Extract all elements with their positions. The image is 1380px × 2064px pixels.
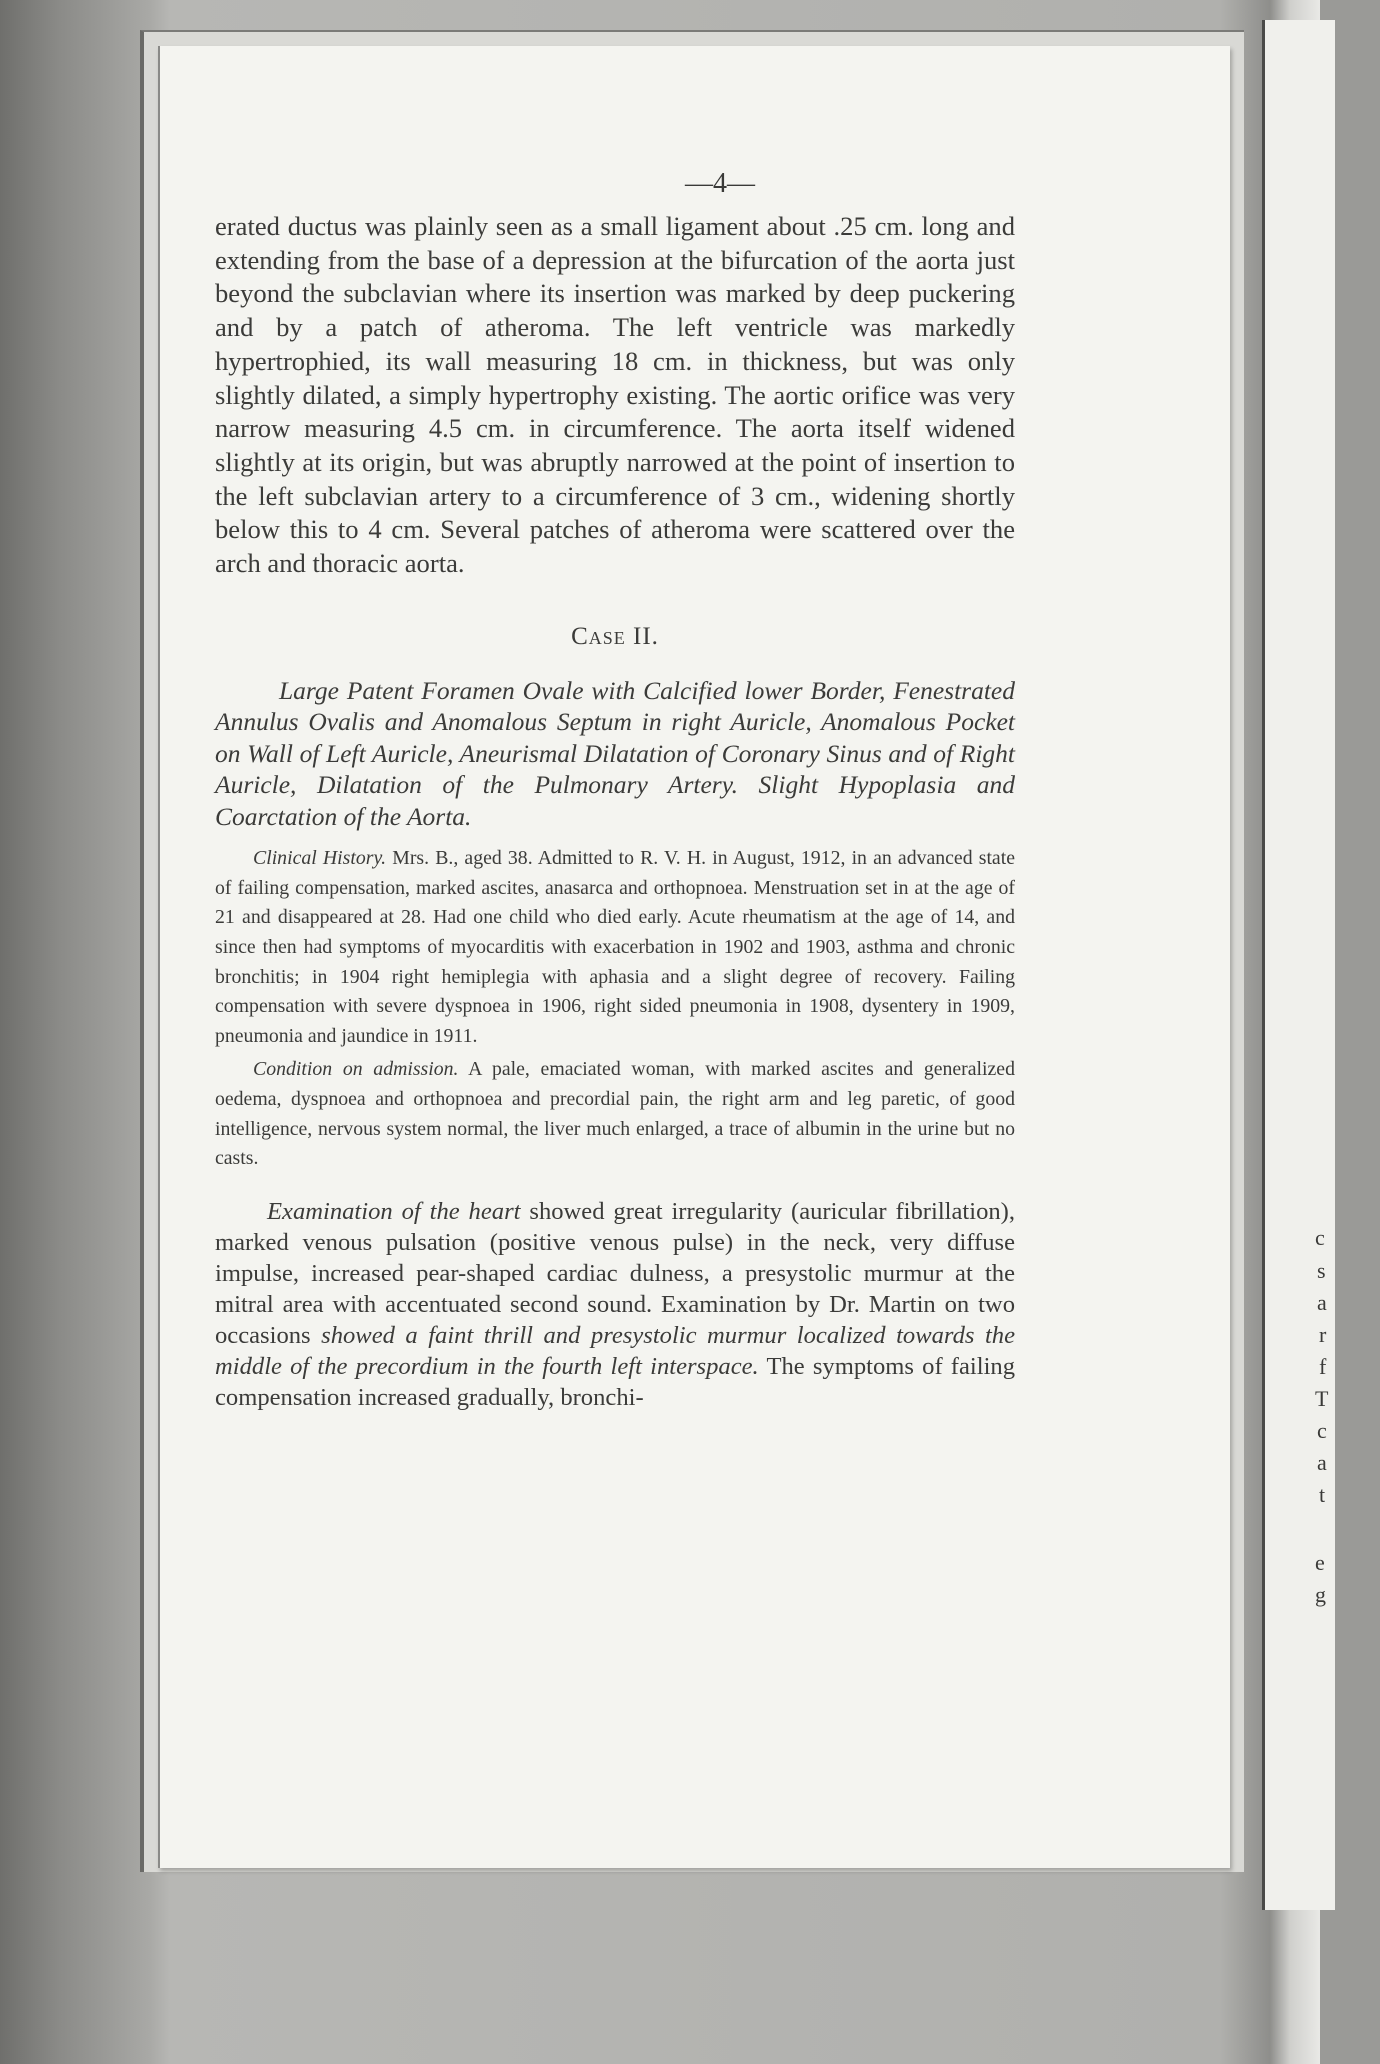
facing-page-edge: [1262, 20, 1335, 1910]
facing-page-fragment: e: [1315, 1550, 1325, 1575]
facing-page-fragment: a: [1317, 1450, 1327, 1475]
examination-text: showed great irregularity (auricular fibrillation), marked venous pulsation (positive venous pulse) in the neck, very diffuse impulse, increased pear-shaped cardiac dulness, a presystolic murmur at the mitral area with accentuated second sound. Examination by Dr. Martin on two occasions: [215, 1197, 1015, 1349]
facing-page-fragment: f: [1319, 1354, 1327, 1379]
facing-page-fragment: a: [1317, 1290, 1327, 1315]
facing-page-fragment: g: [1315, 1582, 1326, 1607]
clinical-history-text: Mrs. B., aged 38. Admitted to R. V. H. in August, 1912, in an advanced state of failing compensation, marked ascites, anasarca and orthopnoea. Menstruation set in at the age of 21 and disappeared at 28. Had one child who died early. Acute rheumatism at the age of 14, and since then had symptoms of myocarditis with exacerbation in 1902 and 1903, asthma and chronic bronchitis; in 1904 right hemiplegia with aphasia and a slight degree of recovery. Failing compensation with severe dyspnoea in 1906, right sided pneumonia in 1908, dysentery in 1909, pneumonia and jaundice in 1911.: [215, 847, 1015, 1047]
case-heading: Case II.: [571, 622, 659, 650]
condition-text: A pale, emaciated woman, with marked ascites and generalized oedema, dyspnoea and orthopnoea and precordial pain, the right arm and leg paretic, of good intelligence, nervous system normal, the liver much enlarged, a trace of albumin in the urine but no casts.: [215, 1058, 1015, 1170]
facing-page-fragment: s: [1317, 1258, 1326, 1283]
facing-page-fragment: c: [1315, 1225, 1325, 1250]
clinical-history-paragraph: [215, 844, 1015, 1051]
condition-paragraph: [215, 1055, 1015, 1173]
case-title: Large Patent Foramen Ovale with Calcified lower Border, Fenestrated Annulus Ovalis and Anomalous Septum in right Auricle, Anomalous Pocket on Wall of Left Auricle, Aneurismal Dilatation of Coronary Sinus and of Right Auricle, Dilatation of the Pulmonary Artery. Slight Hypoplasia and Coarctation of the Aorta.: [215, 675, 1015, 831]
examination-paragraph: [215, 1196, 1015, 1413]
clinical-history-lead: Clinical History.: [253, 847, 387, 870]
condition-lead: Condition on admission.: [253, 1058, 459, 1081]
page-body: [215, 210, 1015, 1413]
opening-paragraph: erated ductus was plainly seen as a small ligament about .25 cm. long and extending from the base of a depression at the bifurcation of the aorta just beyond the subclavian where its insertion was marked by deep puckering and by a patch of atheroma. The left ventricle was markedly hypertrophied, its wall measuring 18 cm. in thickness, but was only slightly dilated, a simply hypertrophy existing. The aortic orifice was very narrow measuring 4.5 cm. in circumference. The aorta itself widened slightly at its origin, but was abruptly narrowed at the point of insertion to the left subclavian artery to a circumference of 3 cm., widening shortly below this to 4 cm. Several patches of atheroma were scattered over the arch and thoracic aorta.: [215, 211, 1015, 579]
page-number: —4—: [685, 168, 755, 199]
facing-page-fragment: c: [1317, 1418, 1327, 1443]
facing-page-fragment: r: [1319, 1322, 1327, 1347]
examination-lead: Examination of the heart: [267, 1197, 521, 1225]
examination-emphasis: showed a faint thrill and presystolic murmur localized towards the middle of the precordium in the fourth left interspace.: [215, 1321, 1015, 1380]
examination-text-continued: The symptoms of failing compensation increased gradually, bronchi-: [215, 1352, 1015, 1411]
facing-page-fragment: T: [1315, 1386, 1329, 1411]
facing-page-fragment: t: [1319, 1482, 1326, 1507]
